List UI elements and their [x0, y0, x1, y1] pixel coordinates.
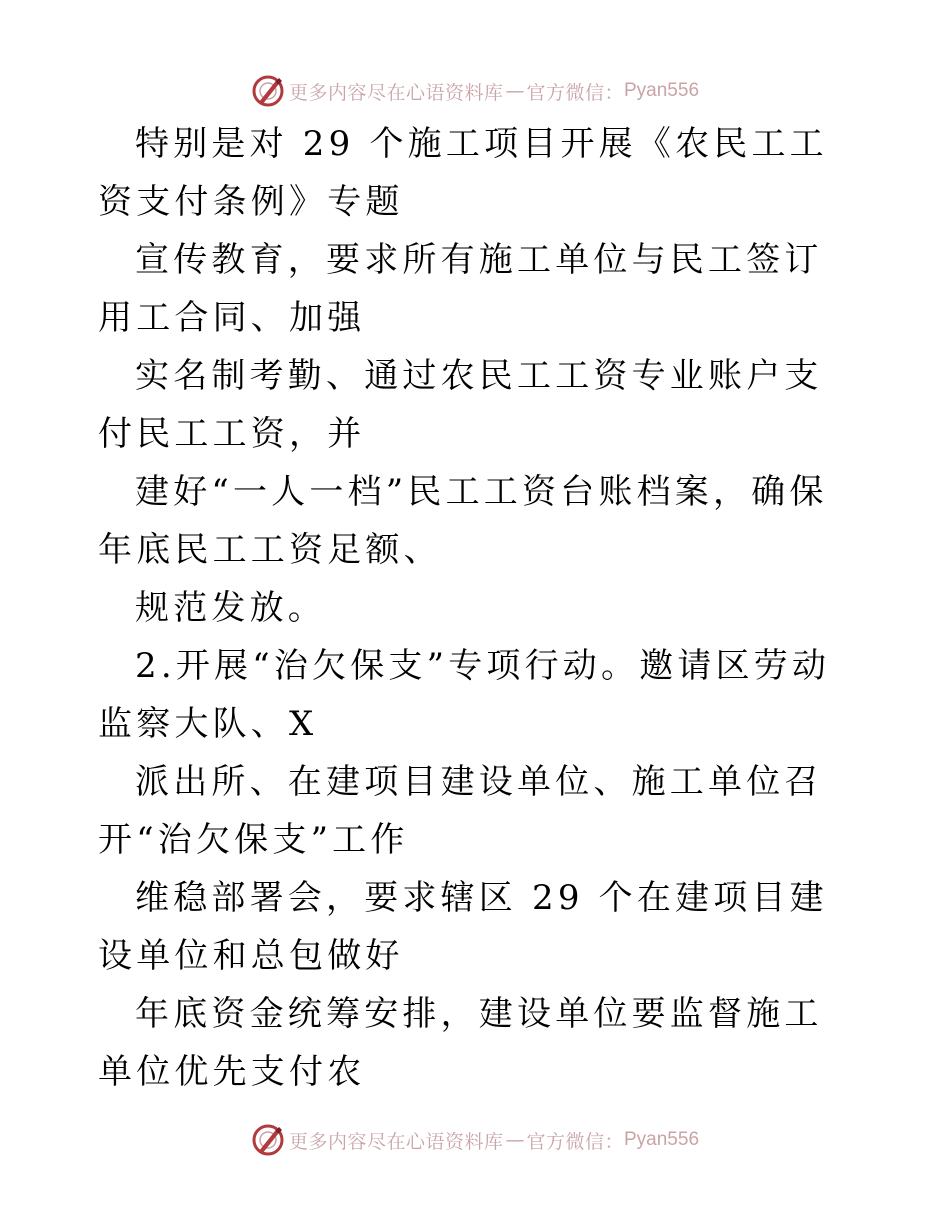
- paragraph-9: 年底资金统筹安排，建设单位要监督施工单位优先支付农: [98, 994, 823, 1092]
- watermark-wechat-id: Pyan556: [624, 80, 700, 101]
- watermark-site-text: 更多内容尽在心语资料库: [288, 1130, 504, 1153]
- watermark-site-text: 更多内容尽在心语资料库: [288, 81, 504, 104]
- paragraph-4: 建好“一人一档”民工工资台账档案，确保年底民工工资足额、: [98, 472, 828, 570]
- paragraph-1: 特别是对 29 个施工项目开展《农民工工资支付条例》专题: [98, 124, 828, 222]
- watermark-separator: —: [505, 1129, 525, 1151]
- paragraph-6: 2.开展“治欠保支”专项行动。邀请区劳动监察大队、X: [98, 646, 831, 744]
- footer-watermark: [0, 1120, 950, 1160]
- paragraph-8: 维稳部署会，要求辖区 29 个在建项目建设单位和总包做好: [98, 878, 828, 976]
- paragraph-5: 规范发放。: [135, 588, 326, 628]
- paragraph-7: 派出所、在建项目建设单位、施工单位召开“治欠保支”工作: [98, 762, 823, 860]
- paragraph-2: 宣传教育，要求所有施工单位与民工签订用工合同、加强: [98, 240, 823, 338]
- pen-logo-icon: [251, 74, 285, 108]
- watermark-wechat-label: 官方微信：: [526, 1130, 624, 1153]
- watermark-wechat-label: 官方微信：: [526, 81, 624, 104]
- header-watermark: [0, 71, 950, 111]
- watermark-wechat-id: Pyan556: [624, 1129, 700, 1150]
- watermark-separator: —: [505, 80, 525, 102]
- pen-logo-icon: [251, 1123, 285, 1157]
- document-body: [0, 115, 950, 1101]
- paragraph-3: 实名制考勤、通过农民工工资专业账户支付民工工资，并: [98, 356, 823, 454]
